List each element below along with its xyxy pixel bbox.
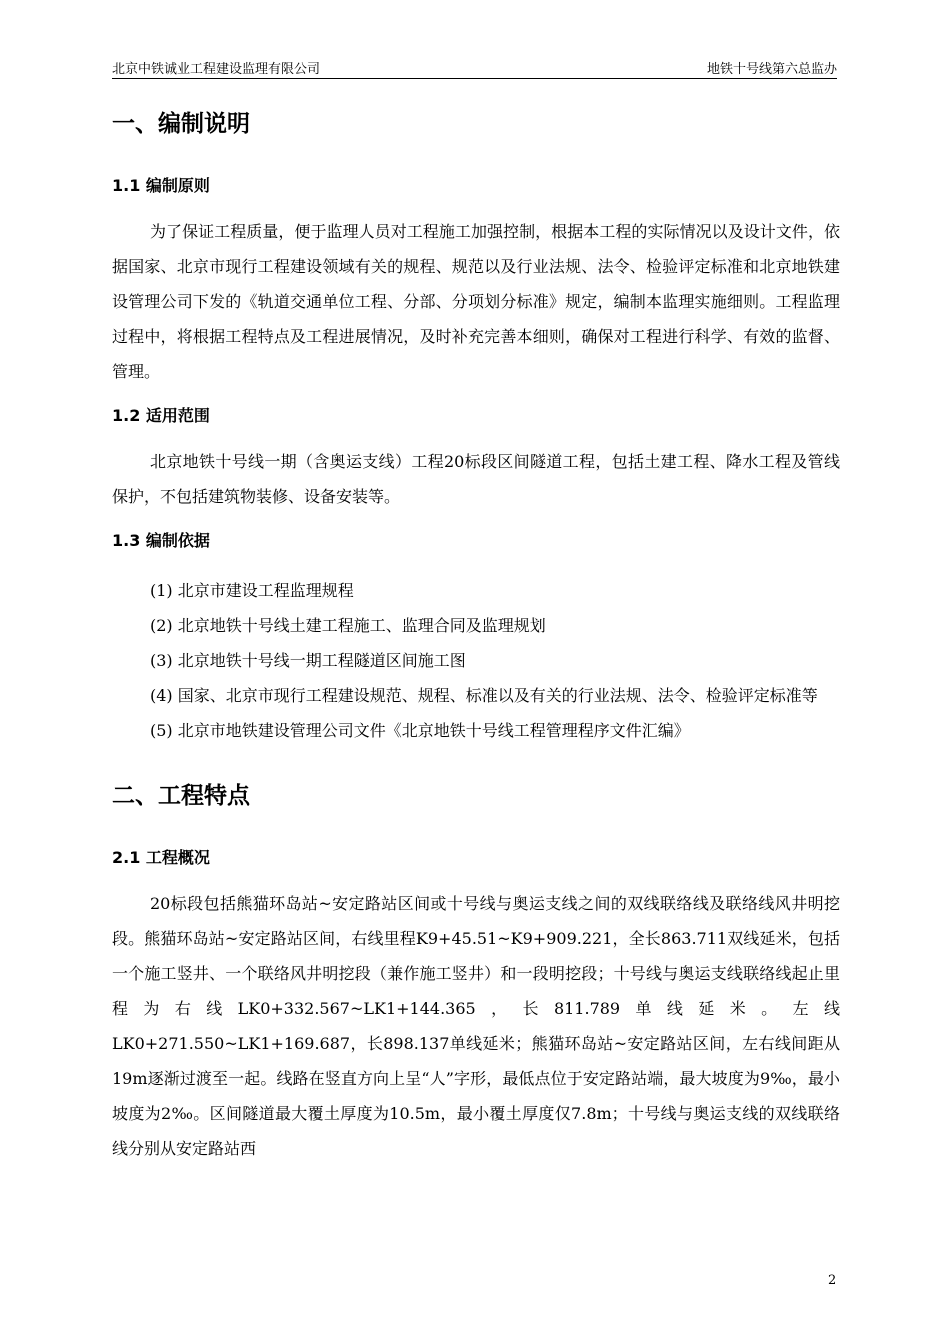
paragraph: 为了保证工程质量，便于监理人员对工程施工加强控制，根据本工程的实际情况以及设计文件，依据国家、北京市现行工程建设领域有关的规程、规范以及行业法规、法令、检验评定标准和北京地铁建设管理公司下发的《轨道交通单位工程、分部、分项划分标准》规定，编制本监理实施细则。工程监理过程中，将根据工程特点及工程进展情况，及时补充完善本细则，确保对工程进行科学、有效的监督、管理。 — [112, 222, 840, 381]
section-heading: 一、编制说明 — [112, 111, 250, 137]
basis-list — [112, 573, 840, 748]
list-item: (4) 国家、北京市现行工程建设规范、规程、标准以及有关的行业法规、法令、检验评定标准等 — [150, 686, 818, 705]
document-body — [112, 104, 840, 1166]
paragraph: 20标段包括熊猫环岛站~安定路站区间或十号线与奥运支线之间的双线联络线及联络线风井明挖段。熊猫环岛站~安定路站区间，右线里程K9+45.51~K9+909.221，全长863.711双线延米，包括一个施工竖井、一个联络风井明挖段（兼作施工竖井）和一段明挖段；十号线与奥运支线联络线起止里程为右线LK0+332.567~LK1+144.365，长811.789单线延米。左线LK0+271.550~LK1+169.687，长898.137单线延米；熊猫环岛站~安定路站区间，左右线间距从19m逐渐过渡至一起。线路在竖直方向上呈“人”字形，最低点位于安定路站端，最大坡度为9‰，最小坡度为2‰。区间隧道最大覆土厚度为10.5m，最小覆土厚度仅7.8m；十号线与奥运支线的双线联络线分别从安定路站西 — [112, 894, 840, 1158]
page-number: 2 — [828, 1273, 837, 1288]
page-header — [112, 54, 837, 79]
list-item: (3) 北京地铁十号线一期工程隧道区间施工图 — [150, 651, 466, 670]
list-item: (2) 北京地铁十号线土建工程施工、监理合同及监理规划 — [150, 616, 546, 635]
section-heading: 二、工程特点 — [112, 783, 250, 809]
header-office: 地铁十号线第六总监办 — [706, 62, 837, 77]
paragraph: 北京地铁十号线一期（含奥运支线）工程20标段区间隧道工程，包括土建工程、降水工程及管线保护，不包括建筑物装修、设备安装等。 — [112, 452, 840, 506]
header-company: 北京中铁诚业工程建设监理有限公司 — [112, 62, 321, 77]
subsection-heading: 1.2 适用范围 — [112, 406, 210, 425]
subsection-heading: 2.1 工程概况 — [112, 848, 210, 867]
list-item: (5) 北京市地铁建设管理公司文件《北京地铁十号线工程管理程序文件汇编》 — [150, 721, 690, 740]
subsection-heading: 1.3 编制依据 — [112, 531, 210, 550]
list-item: (1) 北京市建设工程监理规程 — [150, 581, 354, 600]
subsection-heading: 1.1 编制原则 — [112, 176, 210, 195]
